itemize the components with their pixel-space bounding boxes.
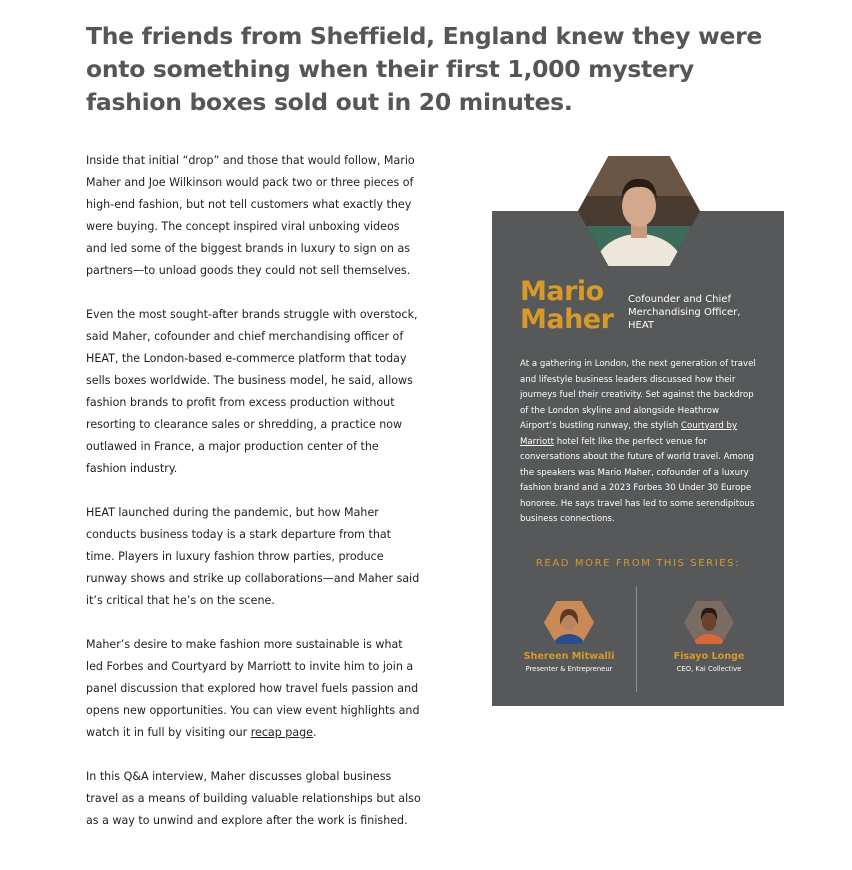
- article-paragraph: [86, 634, 421, 744]
- series-divider: [636, 586, 637, 692]
- headline: The friends from Sheffield, England knew they were onto something when their first 1,000 mystery fashion boxes sold out in 20 minutes.: [86, 22, 763, 116]
- series-item-name[interactable]: Shereen Mitwalli: [523, 651, 615, 662]
- article-paragraph: In this Q&A interview, Maher discusses global business travel as a means of building valuable relationships but also as a way to unwind and explore after the work is finished.: [86, 770, 421, 827]
- profile-first-name: Mario: [520, 276, 604, 307]
- article-body: [86, 150, 421, 854]
- profile-last-name: Maher: [520, 304, 614, 335]
- series-item-role: Presenter & Entrepreneur: [525, 665, 613, 673]
- article-paragraph: HEAT launched during the pandemic, but how Maher conducts business today is a stark departure from that time. Players in luxury fashion throw parties, produce runway shows and strike up collaborations—and Maher said it’s critical that he’s on the scene.: [86, 506, 420, 607]
- article-paragraph: Even the most sought-after brands struggle with overstock, said Maher, cofounder and chief merchandising officer of HEAT, the London-based e-commerce platform that today sells boxes worldwide. The business model, he said, allows fashion brands to profit from excess production without resorting to clearance sales or shredding, a practice now outlawed in France, a major production center of the fashion industry.: [86, 308, 418, 475]
- bio-text: hotel felt like the perfect venue for conversations about the future of world travel. Among the speakers was Mario Maher, cofounder of a luxury fashion brand and a 2023 Forbes 30 Under 30 Europe honoree. He says travel has led to some serendipitous business connections.: [520, 436, 755, 524]
- article-text: Maher’s desire to make fashion more sustainable is what led Forbes and Courtyard by Marriott to invite him to join a panel discussion that explored how travel fuels passion and opens new opportunities. You can view event highlights and watch it in full by visiting our: [86, 638, 420, 739]
- series-label: READ MORE FROM THIS SERIES:: [535, 558, 741, 569]
- courtyard-marriott-link[interactable]: Courtyard by Marriott: [520, 421, 738, 447]
- series-item-role: CEO, Kai Collective: [676, 665, 742, 673]
- article-text: .: [313, 726, 317, 739]
- recap-page-link[interactable]: recap page: [250, 726, 314, 739]
- profile-role: Cofounder and Chief Merchandising Officer, HEAT: [628, 294, 741, 331]
- bio-text: At a gathering in London, the next generation of travel and lifestyle business leaders discussed how their journeys fuel their creativity. Set against the backdrop of the London skyline and alongside Heathrow Airport’s bustling runway, the stylish: [520, 359, 756, 431]
- profile-name: [520, 278, 613, 334]
- profile-bio: [520, 357, 756, 528]
- series-item-name[interactable]: Fisayo Longe: [673, 651, 745, 662]
- article-paragraph: Inside that initial “drop” and those that would follow, Mario Maher and Joe Wilkinson would pack two or three pieces of high-end fashion, but not tell customers what exactly they were buying. The concept inspired viral unboxing videos and led some of the biggest brands in luxury to sign on as partners—to unload goods they could not sell themselves.: [86, 154, 415, 277]
